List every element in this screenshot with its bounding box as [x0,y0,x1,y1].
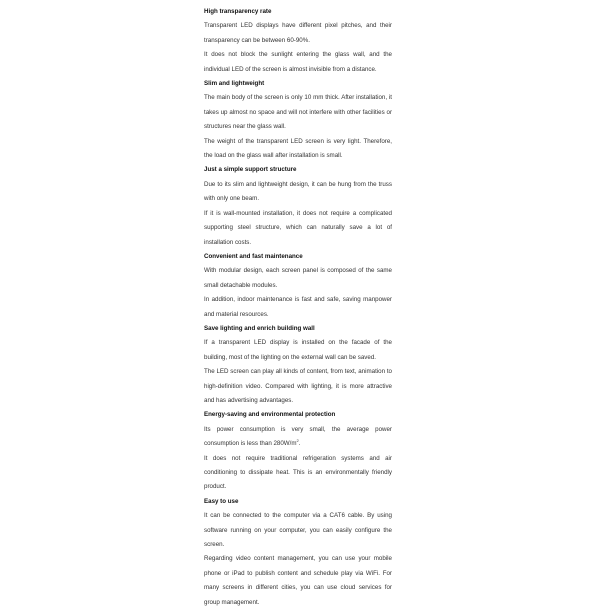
paragraph [204,19,392,48]
paragraph [204,336,392,365]
paragraph-text: If a transparent LED display is installed on the facade of the building, most of the lighting on the external wall can be saved. [204,339,392,361]
section-heading: High transparency rate [204,8,272,15]
section-heading: Just a simple support structure [204,166,297,174]
section [204,322,392,408]
section-heading: Save lighting and enrich building wall [204,324,315,332]
superscript: 2 [296,438,299,444]
section [204,250,392,322]
paragraph-text: Transparent LED displays have different pixel pitches, and their transparency can be between 60-90%. [204,22,392,44]
paragraph [204,552,392,610]
section-heading: Slim and lightweight [204,80,265,88]
paragraph-text: With modular design, each screen panel is composed of the same small detachable modules. [204,267,392,289]
paragraph: Its power consumption is very small, the average power consumption is less than $280W/m^2$. [204,425,392,448]
paragraph-text: The LED screen can play all kinds of content, from text, animation to high-definition video. Compared with lighting, it is more attractive and has advertising advantages. [204,368,392,404]
paragraph-text: If it is wall-mounted installation, it does not require a complicated supporting steel structure, which can naturally save a lot of installation costs. [204,209,392,246]
paragraph [204,91,392,134]
paragraph [204,452,392,495]
section-heading: Energy-saving and environmental protection [204,411,336,419]
paragraph-text: Regarding video content management, you can use your mobile phone or iPad to publish content and schedule play via WiFi. For many screens in different cities, you can use cloud services for group management. [204,555,392,606]
section [204,408,392,494]
section [204,495,392,610]
paragraph [204,207,392,250]
paragraph-text: It does not block the sunlight entering the glass wall, and the individual LED of the screen is almost invisible from a distance. [204,51,392,73]
paragraph [204,48,392,77]
section-heading: Convenient and fast maintenance [204,252,303,260]
paragraph-text: In addition, indoor maintenance is fast and safe, saving manpower and material resources. [204,296,392,318]
paragraph-text: The main body of the screen is only 10 mm thick. After installation, it takes up almost no space and will not interfere with other facilities or structures near the glass wall. [204,94,392,131]
paragraph [204,509,392,552]
paragraph-text: The weight of the transparent LED screen is very light. Therefore, the load on the glass wall after installation is small. [204,137,392,160]
section [204,77,392,163]
paragraph [204,264,392,293]
paragraph [204,293,392,322]
paragraph-text: It can be connected to the computer via a CAT6 cable. By using software running on your computer, you can easily configure the screen. [204,512,392,549]
paragraph [204,178,392,207]
document-body [204,5,392,610]
paragraph-text: Its power consumption is very small, the average power consumption is less than 280W/m [204,425,392,448]
paragraph [204,135,392,164]
paragraph-text: It does not require traditional refrigeration systems and air conditioning to dissipate heat. This is an environmentally friendly product. [204,454,392,491]
paragraph-text: Due to its slim and lightweight design, it can be hung from the truss with only one beam. [204,180,392,203]
section [204,163,392,249]
section-heading: Easy to use [204,497,239,505]
paragraph [204,365,392,408]
section [204,5,392,77]
